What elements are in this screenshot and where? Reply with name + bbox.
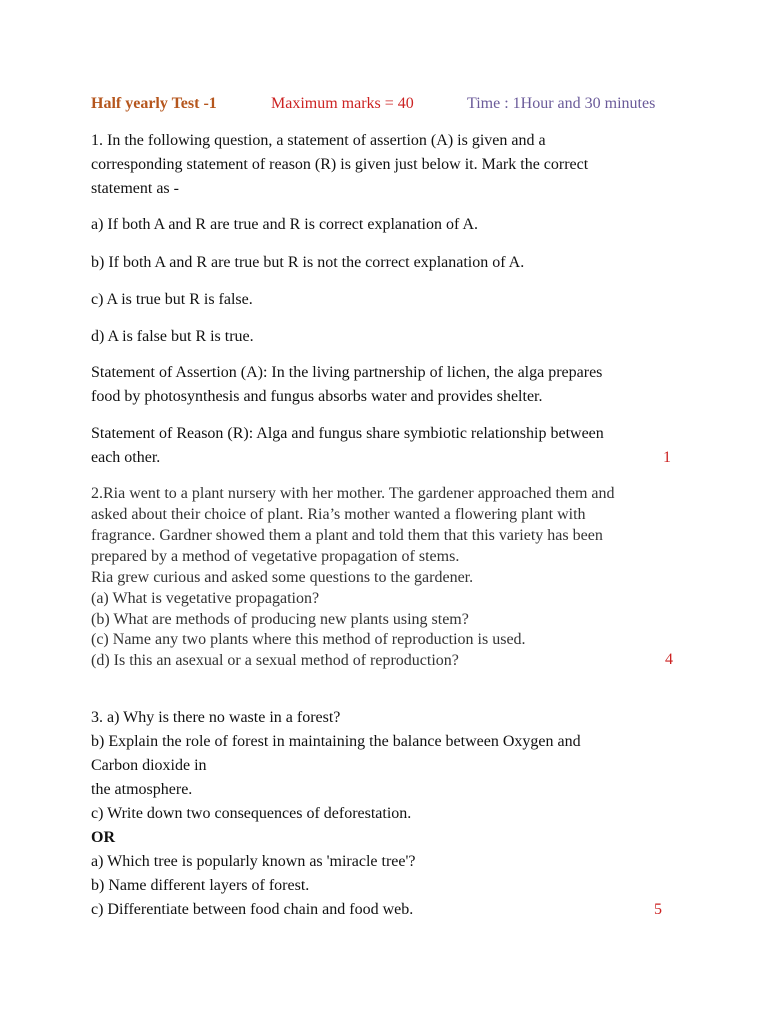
q3-or-separator: OR xyxy=(91,829,115,846)
q1-option-d: d) A is false but R is true. xyxy=(91,328,254,345)
q3-line: Carbon dioxide in xyxy=(91,757,207,774)
q2-sub-question-d: (d) Is this an asexual or a sexual method of reproduction? xyxy=(91,652,459,669)
q3-line: b) Explain the role of forest in maintaining the balance between Oxygen and xyxy=(91,733,581,750)
q1-marks: 1 xyxy=(663,449,671,466)
q2-sub-question-a: (a) What is vegetative propagation? xyxy=(91,590,320,607)
test-title: Half yearly Test -1 xyxy=(91,95,217,112)
q2-line: Ria grew curious and asked some questions to the gardener. xyxy=(91,569,474,586)
q1-option-b: b) If both A and R are true but R is not the correct explanation of A. xyxy=(91,254,525,271)
q1-assertion-line: Statement of Assertion (A): In the living partnership of lichen, the alga prepares xyxy=(91,364,603,381)
q3-alt-line: c) Differentiate between food chain and food web. xyxy=(91,901,414,918)
q3-marks: 5 xyxy=(654,901,662,918)
q2-line: asked about their choice of plant. Ria’s mother wanted a flowering plant with xyxy=(91,506,586,523)
time-allowed: Time : 1Hour and 30 minutes xyxy=(467,95,656,112)
q3-alt-line: a) Which tree is popularly known as 'miracle tree'? xyxy=(91,853,416,870)
q2-line: fragrance. Gardner showed them a plant and told them that this variety has been xyxy=(91,527,603,544)
q3-alt-line: b) Name different layers of forest. xyxy=(91,877,310,894)
q2-line: 2.Ria went to a plant nursery with her mother. The gardener approached them and xyxy=(91,485,615,502)
q3-line: 3. a) Why is there no waste in a forest? xyxy=(91,709,341,726)
q2-marks: 4 xyxy=(665,651,673,668)
q1-option-a: a) If both A and R are true and R is correct explanation of A. xyxy=(91,216,478,233)
q1-intro-line: corresponding statement of reason (R) is given just below it. Mark the correct xyxy=(91,156,589,173)
q1-reason-line: Statement of Reason (R): Alga and fungus share symbiotic relationship between xyxy=(91,425,604,442)
q1-assertion-line: food by photosynthesis and fungus absorbs water and provides shelter. xyxy=(91,388,543,405)
q2-line: prepared by a method of vegetative propagation of stems. xyxy=(91,548,460,565)
q2-sub-question-c: (c) Name any two plants where this method of reproduction is used. xyxy=(91,631,526,648)
q2-sub-question-b: (b) What are methods of producing new plants using stem? xyxy=(91,611,469,628)
q1-option-c: c) A is true but R is false. xyxy=(91,291,253,308)
maximum-marks: Maximum marks = 40 xyxy=(271,95,414,112)
q1-intro-line: statement as - xyxy=(91,180,179,197)
q3-line: c) Write down two consequences of deforestation. xyxy=(91,805,412,822)
q1-intro-line: 1. In the following question, a statement of assertion (A) is given and a xyxy=(91,132,546,149)
q1-reason-line: each other. xyxy=(91,449,161,466)
q3-line: the atmosphere. xyxy=(91,781,193,798)
